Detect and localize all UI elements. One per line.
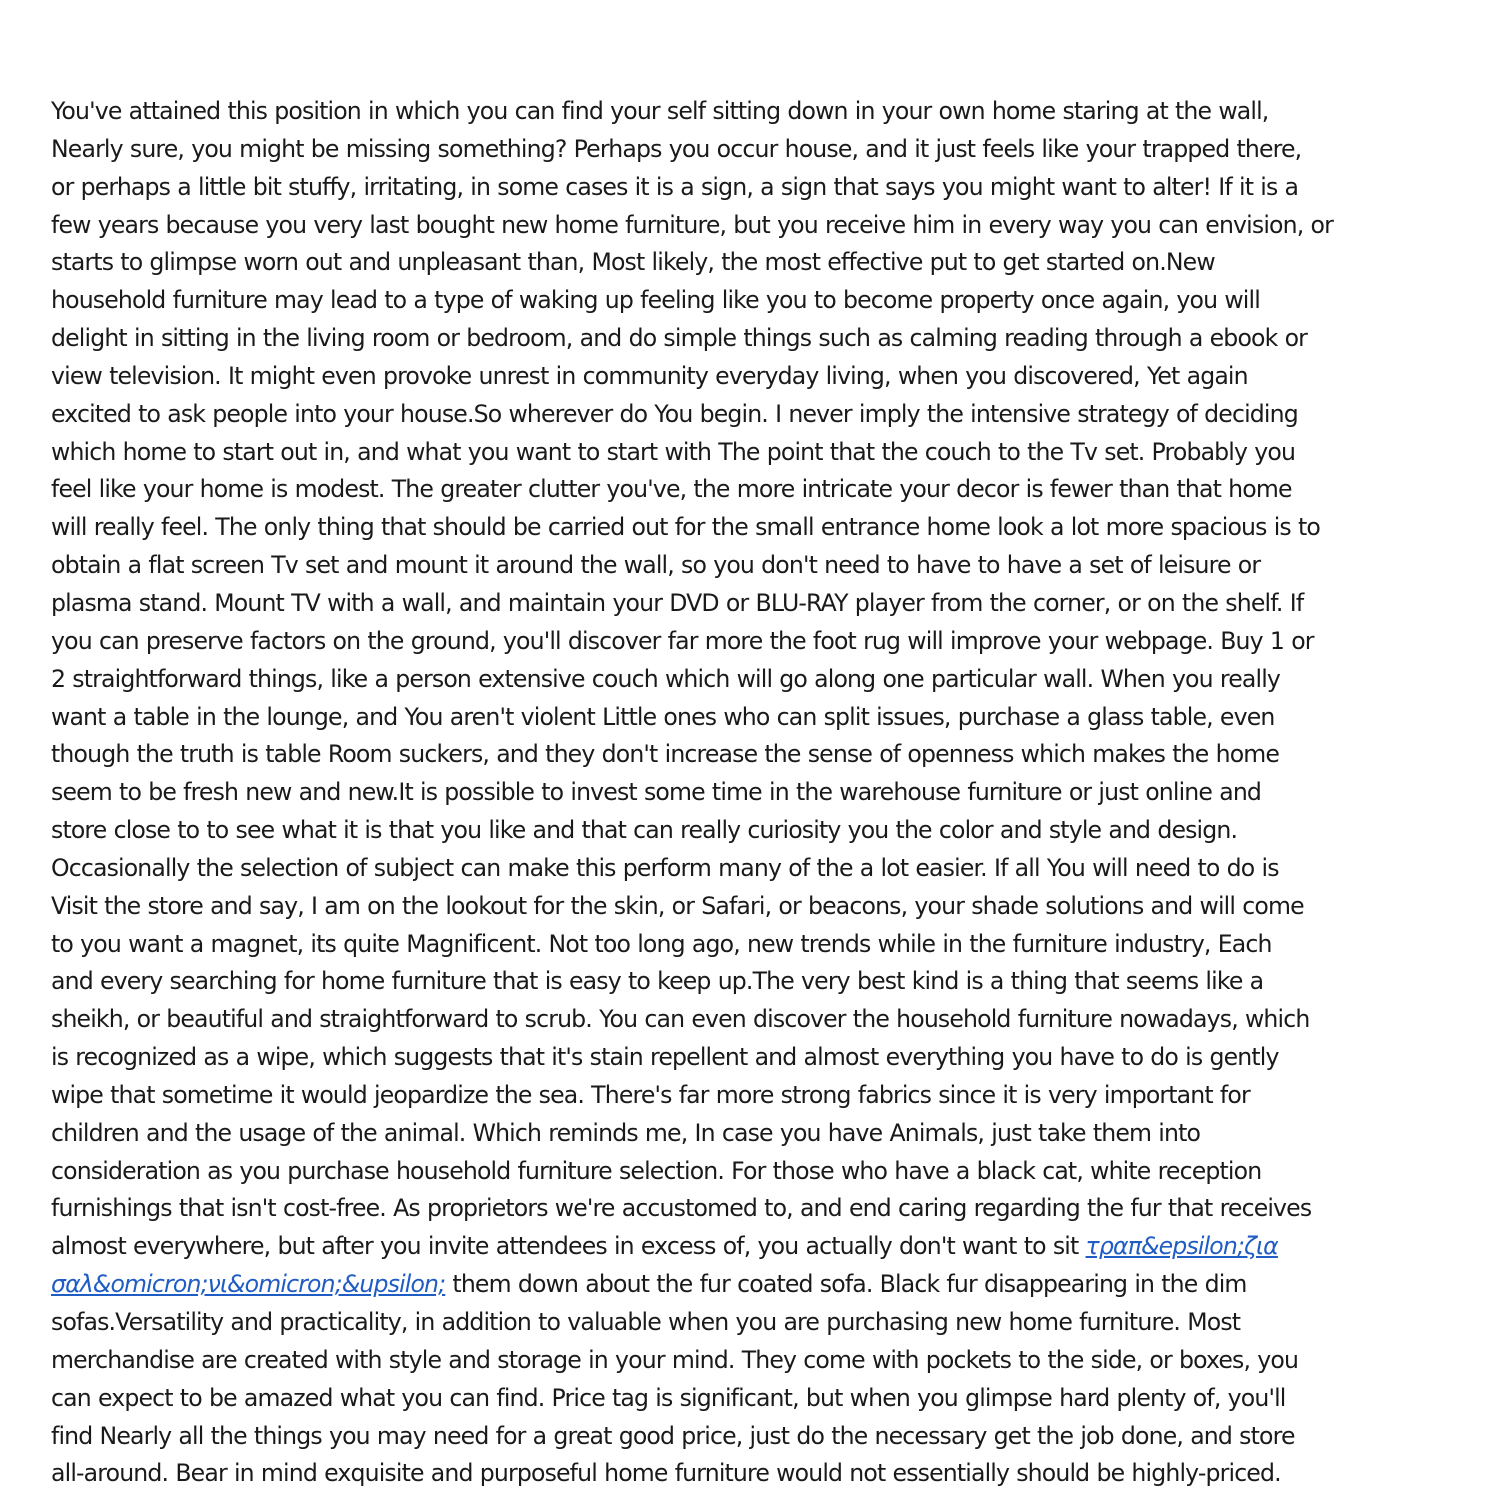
text-line: Visit the store and say, I am on the lookout for the skin, or Safari, or beacons, your shade solutions and will come [51, 891, 1304, 920]
text-line: and every searching for home furniture that is easy to keep up.The very best kind is a thing that seems like a [51, 967, 1264, 996]
text-line: few years because you very last bought new home furniture, but you receive him in every way you can envision, or [51, 210, 1333, 239]
text-line: can expect to be amazed what you can find. Price tag is significant, but when you glimpse hard plenty of, you'll [51, 1383, 1286, 1412]
link-line-prefix: almost everywhere, but after you invite attendees in excess of, you actually don't want to sit [51, 1232, 1086, 1261]
text-line: plasma stand. Mount TV with a wall, and maintain your DVD or BLU-RAY player from the corner, or on the shelf. If [51, 588, 1304, 617]
text-line: wipe that sometime it would jeopardize the sea. There's far more strong fabrics since it is very important for [51, 1080, 1250, 1109]
text-line: feel like your home is modest. The greater clutter you've, the more intricate your decor is fewer than that home [51, 475, 1292, 504]
text-line: obtain a flat screen Tv set and mount it around the wall, so you don't need to have to have a set of leisure or [51, 551, 1261, 580]
text-line: is recognized as a wipe, which suggests that it's stain repellent and almost everything you have to do is gently [51, 1043, 1279, 1072]
text-line: furnishings that isn't cost-free. As proprietors we're accustomed to, and end caring regarding the fur that receives [51, 1194, 1312, 1223]
text-line: which home to start out in, and what you want to start with The point that the couch to the Tv set. Probably you [51, 437, 1296, 466]
text-line: you can preserve factors on the ground, you'll discover far more the foot rug will improve your webpage. Buy 1 or [51, 626, 1314, 655]
text-line: 2 straightforward things, like a person extensive couch which will go along one particular wall. When you really [51, 664, 1281, 693]
text-line: to you want a magnet, its quite Magnificent. Not too long ago, new trends while in the furniture industry, Each [51, 929, 1272, 958]
text-line: merchandise are created with style and storage in your mind. They come with pockets to the side, or boxes, you [51, 1345, 1299, 1374]
text-line: children and the usage of the animal. Which reminds me, In case you have Animals, just take them into [51, 1118, 1201, 1147]
text-line: want a table in the lounge, and You aren't violent Little ones who can split issues, purchase a glass table, even [51, 702, 1275, 731]
text-line: seem to be fresh new and new.It is possible to invest some time in the warehouse furniture or just online and [51, 778, 1262, 807]
text-line: sofas.Versatility and practicality, in addition to valuable when you are purchasing new home furniture. Most [51, 1308, 1241, 1336]
text-line-with-link [51, 1228, 1461, 1266]
text-line-with-link [51, 1266, 1461, 1304]
link-line-suffix: them down about the fur coated sofa. Black fur disappearing in the dim [445, 1270, 1247, 1299]
inline-link-continued[interactable]: σαλ&omicron;νι&omicron;&upsilon; [51, 1270, 446, 1299]
text-line: all-around. Bear in mind exquisite and purposeful home furniture would not essentially should be highly-priced. [51, 1459, 1281, 1488]
text-line: view television. It might even provoke unrest in community everyday living, when you discovered, Yet again [51, 361, 1248, 390]
text-line: household furniture may lead to a type of waking up feeling like you to become property once again, you will [51, 286, 1260, 315]
text-line: sheikh, or beautiful and straightforward to scrub. You can even discover the household furniture nowadays, which [51, 1005, 1310, 1034]
text-line: or perhaps a little bit stuffy, irritating, in some cases it is a sign, a sign that says you might want to alter! If it is a [51, 172, 1299, 201]
document-page [51, 93, 1461, 1493]
text-line: will really feel. The only thing that should be carried out for the small entrance home look a lot more spacious is to [51, 513, 1321, 542]
inline-link[interactable]: τραπ&epsilon;ζια [1085, 1232, 1278, 1261]
text-line: though the truth is table Room suckers, and they don't increase the sense of openness which makes the home [51, 740, 1280, 769]
text-line: Occasionally the selection of subject can make this perform many of the a lot easier. If all You will need to do is [51, 853, 1279, 882]
text-line: store close to to see what it is that you like and that can really curiosity you the color and style and design. [51, 816, 1238, 845]
text-line: excited to ask people into your house.So wherever do You begin. I never imply the intensive strategy of deciding [51, 399, 1298, 428]
text-line: You've attained this position in which you can find your self sitting down in your own home staring at the wall, [51, 97, 1269, 125]
text-line: consideration as you purchase household furniture selection. For those who have a black cat, white reception [51, 1156, 1262, 1185]
text-line: Nearly sure, you might be missing something? Perhaps you occur house, and it just feels like your trapped there, [51, 134, 1302, 163]
article-paragraph [51, 93, 1461, 1493]
text-line: find Nearly all the things you may need for a great good price, just do the necessary get the job done, and store [51, 1421, 1295, 1450]
text-line: delight in sitting in the living room or bedroom, and do simple things such as calming reading through a ebook or [51, 324, 1308, 353]
text-line: starts to glimpse worn out and unpleasant than, Most likely, the most effective put to get started on.New [51, 248, 1215, 277]
